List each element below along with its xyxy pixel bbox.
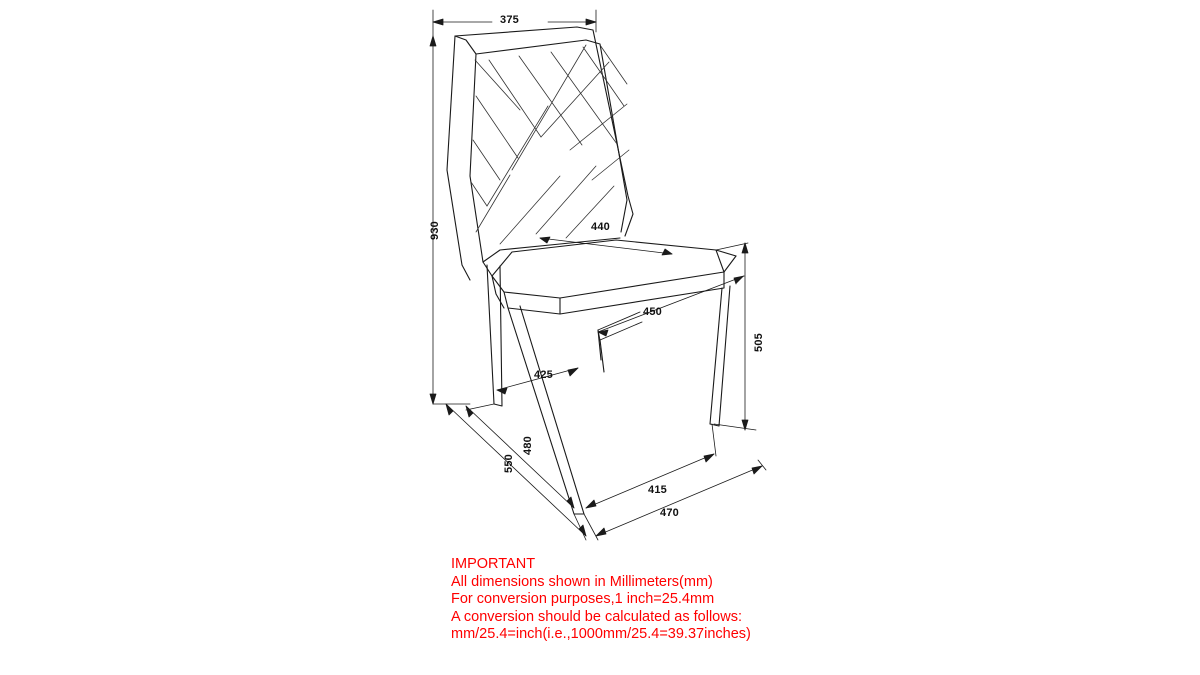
chair-backrest-outline [447, 27, 633, 280]
dimension-label-480: 480 [522, 436, 534, 455]
dimension-label-415: 415 [648, 484, 667, 496]
dimension-lines [430, 10, 766, 540]
note-line-3: A conversion should be calculated as follows: [451, 608, 742, 625]
note-line-4: mm/25.4=inch(i.e.,1000mm/25.4=39.37inches) [451, 626, 751, 642]
dimension-label-470: 470 [660, 507, 679, 519]
important-note-block [451, 556, 751, 644]
dimension-label-930: 930 [429, 221, 441, 240]
note-line-1: All dimensions shown in Millimeters(mm) [451, 573, 713, 590]
dimension-label-450: 450 [643, 306, 662, 318]
note-heading: IMPORTANT [451, 556, 536, 572]
dimension-label-425: 425 [534, 369, 553, 381]
chair-seat-outline [492, 240, 736, 314]
dimension-label-505: 505 [753, 333, 765, 352]
dimension-label-440: 440 [591, 221, 610, 233]
note-line-2: For conversion purposes,1 inch=25.4mm [451, 591, 715, 607]
dimension-label-375: 375 [500, 14, 519, 26]
dimension-label-550: 550 [503, 454, 515, 473]
